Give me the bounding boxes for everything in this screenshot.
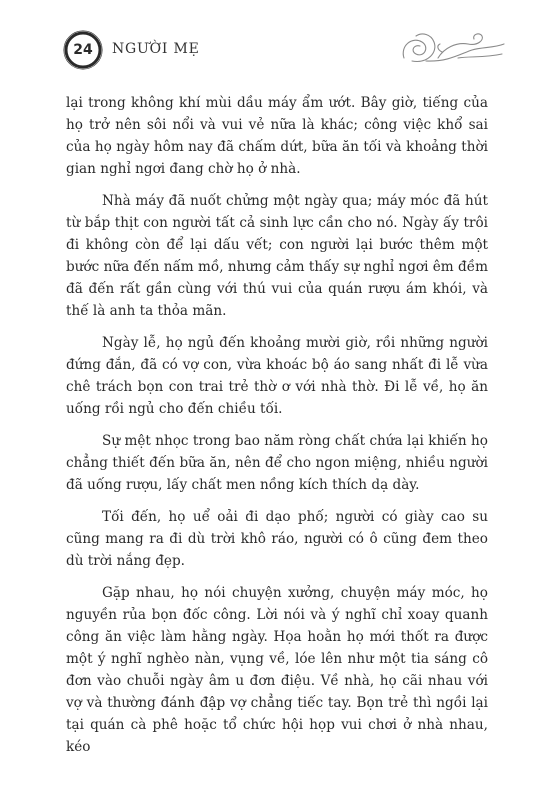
flourish-ornament-icon	[398, 28, 508, 66]
paragraph: Gặp nhau, họ nói chuyện xưởng, chuyện máy móc, họ nguyền rủa bọn đốc công. Lời nói và ý nghĩ chỉ xoay quanh công ăn việc làm hằng ngày. Họa hoằn họ mới thốt ra được một ý nghĩ nghèo nàn, vụng về, lóe lên như một tia sáng cô đơn vào chuỗi ngày âm u đơn điệu. Về nhà, họ cãi nhau với vợ và thường đánh đập vợ chẳng tiếc tay. Bọn trẻ thì ngồi lại tại quán cà phê hoặc tổ chức hội họp vui chơi ở nhà nhau, kéo	[66, 585, 488, 755]
body-text	[66, 92, 488, 768]
paragraph: lại trong không khí mùi dầu máy ẩm ướt. Bây giờ, tiếng của họ trở nên sôi nổi và vui vẻ nữa là khác; công việc khổ sai của họ ngày hôm nay đã chấm dứt, bữa ăn tối và khoảng thời gian nghỉ ngơi đang chờ họ ở nhà.	[66, 95, 488, 177]
running-title: NGƯỜI MẸ	[112, 41, 200, 57]
paragraph: Ngày lễ, họ ngủ đến khoảng mười giờ, rồi những người đứng đắn, đã có vợ con, vừa khoác bộ áo sang nhất đi lễ vừa chê trách bọn con trai trẻ thờ ơ với nhà thờ. Đi lễ về, họ ăn uống rồi ngủ cho đến chiều tối.	[66, 335, 488, 417]
page-number: 24	[73, 42, 93, 58]
paragraph: Tối đến, họ uể oải đi dạo phố; người có giày cao su cũng mang ra đi dù trời khô ráo, người có ô cũng đem theo dù trời nắng đẹp.	[66, 509, 488, 569]
paragraph: Sự mệt nhọc trong bao năm ròng chất chứa lại khiến họ chẳng thiết đến bữa ăn, nên để cho ngon miệng, nhiều người đã uống rượu, lấy chất men nồng kích thích dạ dày.	[66, 433, 488, 493]
paragraph: Nhà máy đã nuốt chửng một ngày qua; máy móc đã hút từ bắp thịt con người tất cả sinh lực cần cho nó. Ngày ấy trôi đi không còn để lại dấu vết; con người lại bước thêm một bước nữa đến nấm mồ, nhưng cảm thấy sự nghỉ ngơi êm đềm đã đến rất gần cùng với thú vui của quán rượu ám khói, và thế là anh ta thỏa mãn.	[66, 193, 488, 319]
page-header	[0, 0, 556, 80]
